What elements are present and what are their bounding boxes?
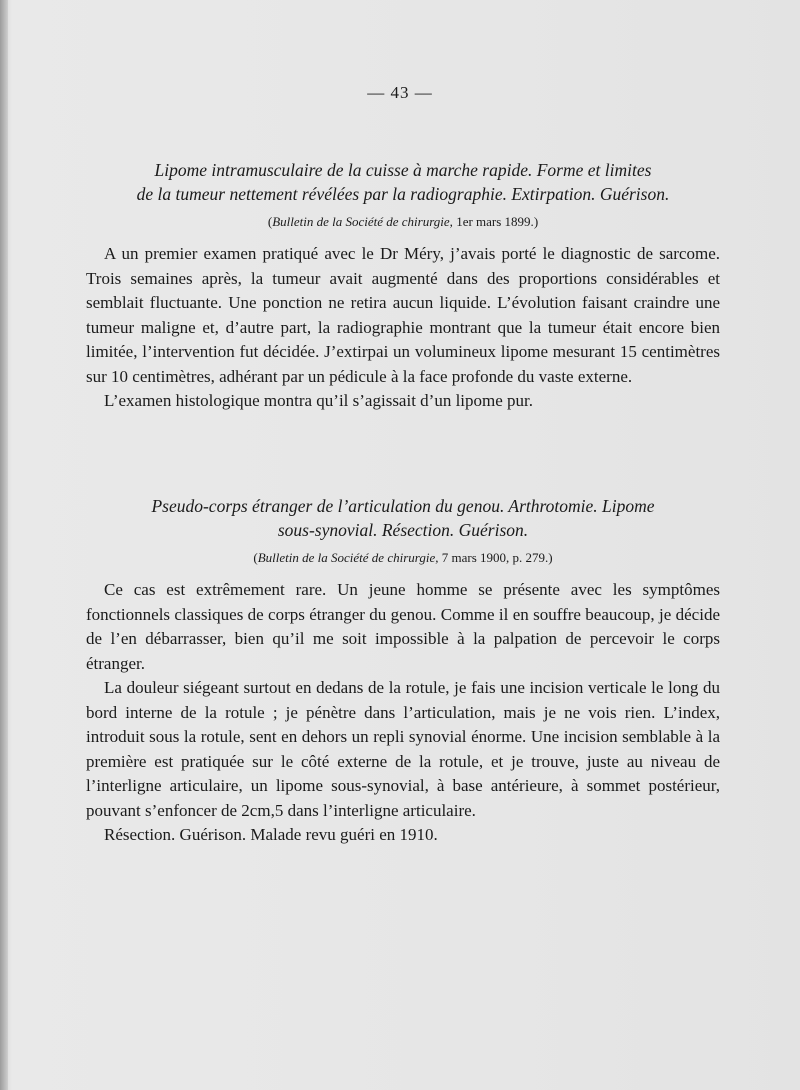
citation-source: Bulletin de la Société de chirurgie, — [257, 550, 439, 565]
section-title — [86, 494, 720, 542]
section-title-line-2: sous-synovial. Résection. Guérison. — [277, 520, 529, 540]
section-lipome-cuisse — [86, 158, 720, 414]
paragraph: La douleur siégeant surtout en dedans de la rotule, je fais une incision verticale le long du bord interne de la rotule ; je pénètre dans l’articulation, mais je ne vois rien. L’index, introduit sous la rotule, sent en dehors un repli synovial énorme. Une incision semblable à la première est pratiquée sur le côté externe de la rotule, et je trouve, juste au niveau de l’interligne articulaire, un lipome sous-synovial, à base antérieure, à sommet postérieur, pouvant s’enfoncer de 2cm,5 dans l’interligne articulaire. — [86, 678, 720, 820]
section-title-line-1: Pseudo-corps étranger de l’articulation du genou. Arthrotomie. Lipome — [151, 496, 655, 516]
paragraph: A un premier examen pratiqué avec le Dr Méry, j’avais porté le diagnostic de sarcome. Trois semaines après, la tumeur avait augmenté dans des proportions considérables et semblait fluctuante. Une ponction ne retira aucun liquide. L’évolution faisant craindre une tumeur maligne et, d’autre part, la radiographie montrant que la tumeur était encore bien limitée, l’intervention fut décidée. J’extirpai un volumineux lipome mesurant 15 centimètres sur 10 centimètres, adhérant par un pédicule à la face profonde du vaste externe. — [86, 244, 720, 386]
citation-date: 7 mars 1900, p. 279. — [441, 550, 549, 565]
citation: (Bulletin de la Société de chirurgie, 1er mars 1899.) — [267, 214, 539, 229]
section-title — [86, 158, 720, 206]
section-title-line-1: Lipome intramusculaire de la cuisse à marche rapide. Forme et limites — [154, 160, 652, 180]
citation: (Bulletin de la Société de chirurgie, 7 mars 1900, p. 279.) — [253, 550, 553, 565]
paragraph: Ce cas est extrêmement rare. Un jeune homme se présente avec les symptômes fonctionnels classiques de corps étranger du genou. Comme il en souffre beaucoup, je décide de l’en débarrasser, bien qu’il me soit impossible à la palpation de percevoir le corps étranger. — [86, 580, 720, 673]
paragraph: L’examen histologique montra qu’il s’agissait d’un lipome pur. — [104, 391, 534, 410]
section-title-line-2: de la tumeur nettement révélées par la radiographie. Extirpation. Guérison. — [136, 184, 670, 204]
page-number: — 43 — — [367, 83, 433, 102]
citation-date: 1er mars 1899. — [456, 214, 534, 229]
page-edge-shadow — [0, 0, 8, 1090]
citation-source: Bulletin de la Société de chirurgie, — [272, 214, 453, 229]
section-pseudo-corps-genou — [86, 494, 720, 848]
paragraph: Résection. Guérison. Malade revu guéri en 1910. — [104, 825, 438, 844]
